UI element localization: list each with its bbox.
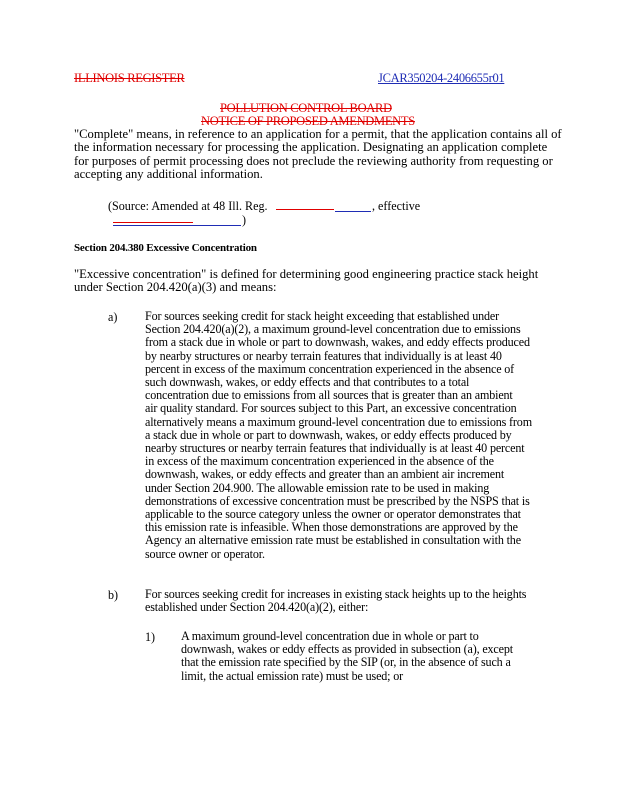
item-a-line: Agency an alternative emission rate must be established in consultation with the: [145, 533, 521, 548]
item-a-label: a): [108, 310, 118, 324]
item-a-line: in excess of the maximum concentration experienced in the absence of the: [145, 454, 494, 469]
complete-line: "Complete" means, in reference to an application for a permit, that the application contains all of: [74, 127, 562, 141]
item-b-label: b): [108, 588, 119, 602]
item-a-line: applicable to the source category unless the owner or operator demonstrates that: [145, 507, 521, 522]
item-b1-line: downwash, wakes or eddy effects as provided in subsection (a), except: [181, 642, 513, 657]
source-note-effective: , effective: [372, 199, 421, 213]
item-b1-label: 1): [145, 630, 156, 644]
register-header: ILLINOIS REGISTER: [74, 71, 185, 85]
item-a-line: air quality standard. For sources subject to this Part, an excessive concentration: [145, 401, 517, 416]
red-date-rule: [113, 222, 193, 223]
item-b1-text: [181, 630, 581, 683]
notice-title: NOTICE OF PROPOSED AMENDMENTS: [201, 114, 415, 128]
item-b-line: established under Section 204.420(a)(2), either:: [145, 600, 369, 615]
document-id-link[interactable]: JCAR350204-2406655r01: [378, 71, 505, 85]
item-a-line: such downwash, wakes, or eddy effects and that contributes to a total: [145, 375, 470, 390]
item-b1-line: that the emission rate specified by the SIP (or, in the absence of such a: [181, 655, 511, 670]
complete-line: the information necessary for processing the application. Designating an application complete: [74, 140, 548, 155]
item-a-line: Section 204.420(a)(2), a maximum ground-level concentration due to emissions: [145, 322, 521, 337]
item-a-text: [145, 310, 590, 561]
item-a-line: by nearby structures or nearby terrain features that individually is at least 40: [145, 348, 502, 363]
intro-line: under Section 204.420(a)(3) and means:: [74, 280, 277, 295]
item-a-line: downwash, wakes, or eddy effects and greater than an ambient air increment: [145, 467, 505, 482]
section-title: Section 204.380 Excessive Concentration: [74, 242, 257, 254]
item-a-line: concentration due to emissions from all sources that is greater than an ambient: [145, 388, 513, 403]
item-b1-line: limit, the actual emission rate) must be used; or: [181, 668, 404, 683]
item-b-line: For sources seeking credit for increases in existing stack heights up to the heights: [145, 587, 527, 601]
item-a-line: this emission rate is infeasible. When those demonstrations are approved by the: [145, 520, 518, 535]
complete-definition: [74, 128, 604, 182]
item-a-line: under Section 204.900. The allowable emission rate to be used in making: [145, 480, 490, 495]
complete-line: accepting any additional information.: [74, 167, 263, 182]
item-a-line: For sources seeking credit for stack height exceeding that established under: [145, 309, 499, 323]
source-note-close: ): [242, 213, 247, 227]
item-a-line: demonstrations of excessive concentration must be prescribed by the NSPS that is: [145, 493, 530, 508]
intro-line: "Excessive concentration" is defined for determining good engineering practice stack height: [74, 267, 539, 281]
item-a-line: source owner or operator.: [145, 546, 265, 561]
item-a-line: nearby structures or nearby terrain features that individually is at least 40 percent: [145, 441, 525, 456]
item-a-line: a stack due in whole or part to downwash, wakes, or eddy effects produced by: [145, 427, 512, 442]
item-a-line: percent in excess of the maximum concentration experienced in the absence of: [145, 361, 515, 376]
blue-date-rule: [113, 225, 241, 226]
section-intro: [74, 268, 604, 295]
item-a-line: from a stack due in whole or part to downwash, wakes, and eddy effects produced: [145, 335, 530, 350]
complete-line: for purposes of permit processing does not preclude the reviewing authority from requesting or: [74, 153, 553, 168]
item-a-line: alternatively means a maximum ground-level concentration due to emissions from: [145, 414, 532, 429]
item-b-text: [145, 588, 590, 614]
agency-title: POLLUTION CONTROL BOARD: [220, 101, 392, 115]
blue-fill-rule: [335, 211, 371, 212]
item-b1-line: A maximum ground-level concentration due in whole or part to: [181, 629, 479, 643]
red-fill-rule: [276, 209, 334, 210]
source-note-prefix: (Source: Amended at 48 Ill. Reg.: [108, 199, 268, 213]
